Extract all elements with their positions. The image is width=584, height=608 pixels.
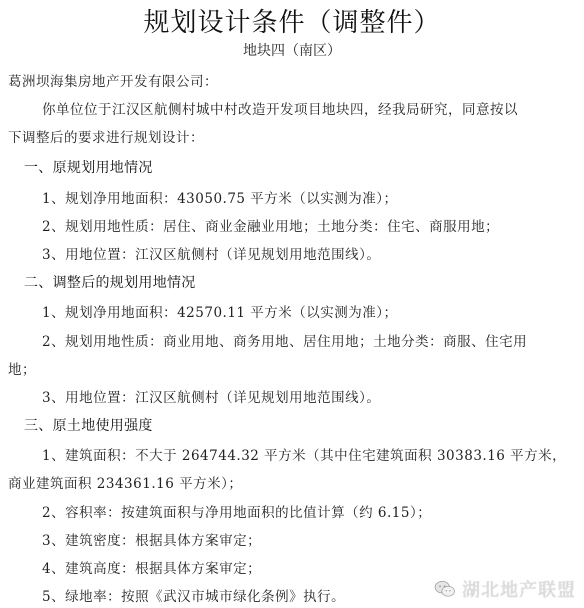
section-1-item-2: 2、规划用地性质：居住、商业金融业用地；土地分类：住宅、商服用地； xyxy=(42,219,500,235)
section-1-item-1: 1、规划净用地面积：43050.75 平方米（以实测为准）； xyxy=(42,191,398,207)
recipient-line: 葛洲坝海集房地产开发有限公司： xyxy=(8,74,218,90)
section-3-item-5: 5、绿地率：按照《武汉市城市绿化条例》执行。 xyxy=(42,589,346,605)
section-2-item-2: 2、规划用地性质：商业用地、商务用地、居住用地；土地分类：商服、住宅用 xyxy=(42,334,528,350)
intro-line-1: 你单位位于江汉区航侧村城中村改造开发项目地块四，经我局研究，同意按以 xyxy=(42,102,518,118)
document-title: 规划设计条件（调整件） xyxy=(143,8,441,38)
watermark xyxy=(434,576,576,602)
section-3-item-1: 1、建筑面积：不大于 264744.32 平方米（其中住宅建筑面积 30383.16 平方米， xyxy=(42,448,567,464)
watermark-text: 湖北地产联盟 xyxy=(462,580,576,601)
section-1-item-3: 3、用地位置：江汉区航侧村（详见规划用地范围线）。 xyxy=(42,247,381,263)
section-3-item-1-cont: 商业建筑面积 234361.16 平方米）； xyxy=(8,476,243,492)
section-2-item-3: 3、用地位置：江汉区航侧村（详见规划用地范围线）。 xyxy=(42,390,381,406)
section-1-heading: 一、原规划用地情况 xyxy=(24,160,153,176)
wechat-icon xyxy=(434,580,456,598)
section-2-item-2-cont: 地； xyxy=(8,362,36,378)
section-3-item-2: 2、容积率：按建筑面积与净用地面积的比值计算（约 6.15）； xyxy=(42,505,432,521)
document-subtitle: 地块四（南区） xyxy=(243,43,341,59)
section-2-item-1: 1、规划净用地面积：42570.11 平方米（以实测为准）； xyxy=(42,305,398,321)
section-2-heading: 二、调整后的规划用地情况 xyxy=(24,275,196,291)
section-3-item-3: 3、建筑密度：根据具体方案审定； xyxy=(42,533,262,549)
section-3-heading: 三、原土地使用强度 xyxy=(24,418,153,434)
section-3-item-4: 4、建筑高度：根据具体方案审定； xyxy=(42,561,262,577)
intro-line-2: 下调整后的要求进行规划设计： xyxy=(8,130,204,146)
